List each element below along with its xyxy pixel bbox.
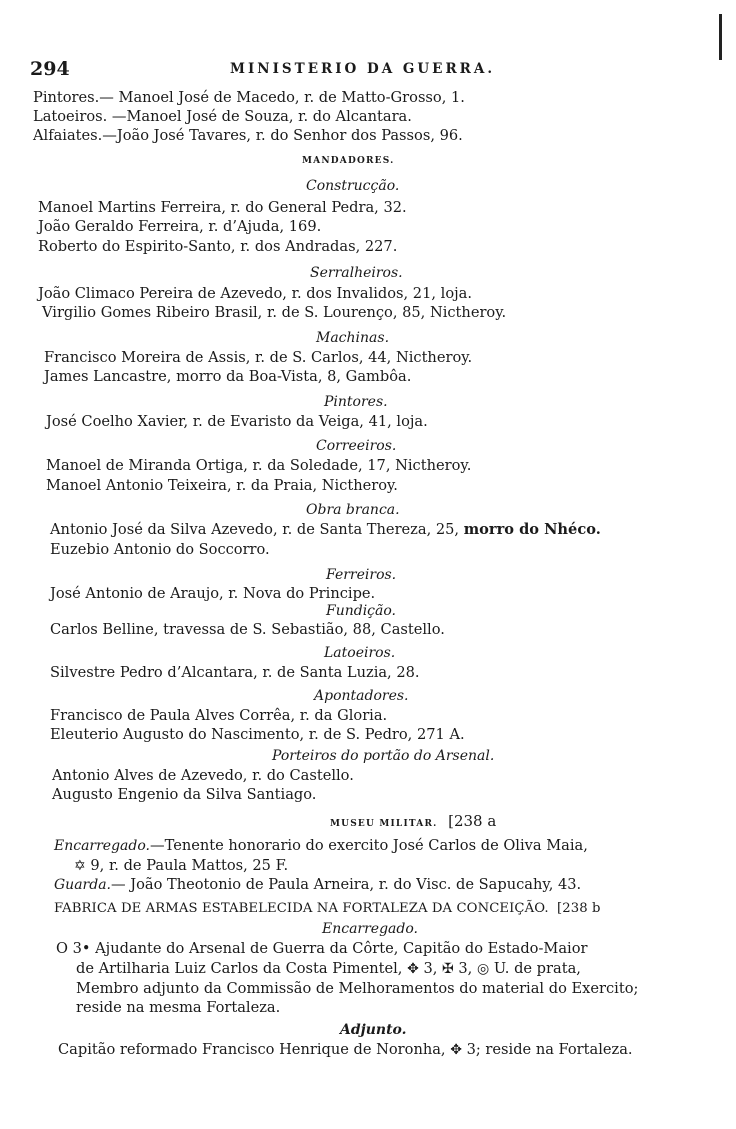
entry-serralheiros-2: Virgilio Gomes Ribeiro Brasil, r. de S. Lourenço, 85, Nictheroy. — [42, 304, 507, 321]
entry-fabrica-enc-3: Membro adjunto da Commissão de Melhoramentos do material do Exercito; — [76, 980, 639, 997]
subheading-pintores: Pintores. — [324, 394, 388, 410]
museu-heading-text: MUSEU MILITAR. — [330, 819, 438, 829]
entry-pintores-1: José Coelho Xavier, r. de Evaristo da Veiga, 41, loja. — [46, 413, 428, 430]
entry-construccao-1: Manoel Martins Ferreira, r. do General Pedra, 32. — [38, 199, 407, 216]
museu-encarregado-text: —Tenente honorario do exercito José Carlos de Oliva Maia, — [150, 837, 588, 854]
entry-apontadores-1: Francisco de Paula Alves Corrêa, r. da Gloria. — [50, 707, 388, 724]
page-header — [30, 58, 685, 82]
entry-machinas-1: Francisco Moreira de Assis, r. de S. Carlos, 44, Nictheroy. — [44, 349, 473, 366]
entry-obra-branca-2: Euzebio Antonio do Soccorro. — [50, 541, 270, 558]
subheading-ferreiros: Ferreiros. — [326, 567, 397, 583]
fabrica-enc-2-text-d: U. de prata, — [493, 960, 581, 977]
entry-fabrica-enc-4: reside na mesma Fortaleza. — [76, 999, 281, 1016]
entry-correeiros-1: Manoel de Miranda Ortiga, r. da Soledade, 17, Nictheroy. — [46, 457, 472, 474]
fabrica-adjunto-text-b: 3; reside na Fortaleza. — [466, 1041, 633, 1058]
entry-fabrica-enc-1: O 3• Ajudante do Arsenal de Guerra da Côrte, Capitão do Estado-Maior — [56, 940, 588, 957]
entry-obra-branca-1-text: Antonio José da Silva Azevedo, r. de Santa Thereza, 25, — [50, 521, 460, 538]
subheading-porteiros: Porteiros do portão do Arsenal. — [272, 748, 495, 764]
entry-porteiros-1: Antonio Alves de Azevedo, r. do Castello. — [52, 767, 354, 784]
fabrica-adjunto-text-a: Capitão reformado Francisco Henrique de Noronha, — [58, 1041, 446, 1058]
subheading-apontadores: Apontadores. — [314, 688, 409, 704]
cross-order-icon: ✠ — [442, 961, 454, 977]
subheading-serralheiros: Serralheiros. — [310, 265, 403, 281]
entry-porteiros-2: Augusto Engenio da Silva Santiago. — [52, 786, 317, 803]
entry-obra-branca-1-bold: morro do Nhéco. — [463, 521, 601, 538]
running-title: MINISTERIO DA GUERRA. — [230, 61, 496, 77]
section-heading-fabrica — [54, 900, 601, 918]
fabrica-reference: [238 b — [556, 901, 601, 916]
entry-fundicao-1: Carlos Belline, travessa de S. Sebastião, 88, Castello. — [50, 621, 445, 638]
entry-fabrica-adjunto-1 — [58, 1041, 633, 1059]
entry-ferreiros-1: José Antonio de Araujo, r. Nova do Principe. — [50, 585, 376, 602]
section-heading-museu — [330, 812, 496, 833]
star-order-icon: ✡ — [74, 858, 86, 874]
fabrica-enc-2-text-b: 3, — [423, 960, 438, 977]
entry-fabrica-enc-2 — [76, 960, 581, 978]
subheading-obra-branca: Obra branca. — [306, 502, 400, 518]
rose-order-icon: ✥ — [407, 961, 419, 977]
subheading-machinas: Machinas. — [316, 330, 390, 346]
museu-reference: [238 a — [448, 812, 497, 830]
entry-obra-branca-1 — [50, 521, 601, 539]
subheading-construccao: Construcção. — [306, 178, 400, 194]
page-edge-rule — [719, 14, 722, 60]
page-number: 294 — [30, 58, 70, 80]
museu-encarregado-cont-text: 9, r. de Paula Mattos, 25 F. — [90, 857, 289, 874]
medal-icon: ◎ — [476, 961, 490, 977]
entry-correeiros-2: Manoel Antonio Teixeira, r. da Praia, Nictheroy. — [46, 477, 398, 494]
entry-pintores: Pintores.— Manoel José de Macedo, r. de Matto-Grosso, 1. — [33, 89, 465, 106]
museu-guarda-label: Guarda. — [54, 877, 111, 893]
entry-museu-encarregado — [54, 837, 588, 855]
subheading-fabrica-encarregado: Encarregado. — [322, 921, 418, 937]
subheading-correeiros: Correeiros. — [316, 438, 397, 454]
museu-encarregado-label: Encarregado. — [54, 838, 150, 854]
fabrica-enc-2-text-a: de Artilharia Luiz Carlos da Costa Pimentel, — [76, 960, 403, 977]
entry-latoeiros: Latoeiros. —Manoel José de Souza, r. do Alcantara. — [33, 108, 412, 125]
museu-guarda-text: — João Theotonio de Paula Arneira, r. do Visc. de Sapucahy, 43. — [111, 876, 582, 893]
entry-apontadores-2: Eleuterio Augusto do Nascimento, r. de S. Pedro, 271 A. — [50, 726, 465, 743]
section-heading-mandadores: MANDADORES. — [302, 156, 395, 166]
entry-alfaiates: Alfaiates.—João José Tavares, r. do Senhor dos Passos, 96. — [33, 127, 463, 144]
entry-machinas-2: James Lancastre, morro da Boa-Vista, 8, Gambôa. — [44, 368, 412, 385]
subheading-fundicao: Fundição. — [326, 603, 397, 619]
entry-museu-encarregado-cont — [74, 857, 288, 875]
entry-museu-guarda — [54, 876, 581, 894]
entry-latoeiros-1: Silvestre Pedro d’Alcantara, r. de Santa Luzia, 28. — [50, 664, 420, 681]
entry-construccao-2: João Geraldo Ferreira, r. d’Ajuda, 169. — [38, 218, 322, 235]
subheading-latoeiros: Latoeiros. — [324, 645, 396, 661]
fabrica-enc-2-text-c: 3, — [458, 960, 473, 977]
rose-order-icon: ✥ — [450, 1042, 462, 1058]
entry-serralheiros-1: João Climaco Pereira de Azevedo, r. dos Invalidos, 21, loja. — [38, 285, 472, 302]
subheading-fabrica-adjunto: Adjunto. — [340, 1022, 407, 1038]
fabrica-heading-text: FABRICA DE ARMAS ESTABELECIDA NA FORTALEZA DA CONCEIÇÃO. — [54, 901, 549, 916]
entry-construccao-3: Roberto do Espirito-Santo, r. dos Andradas, 227. — [38, 238, 398, 255]
